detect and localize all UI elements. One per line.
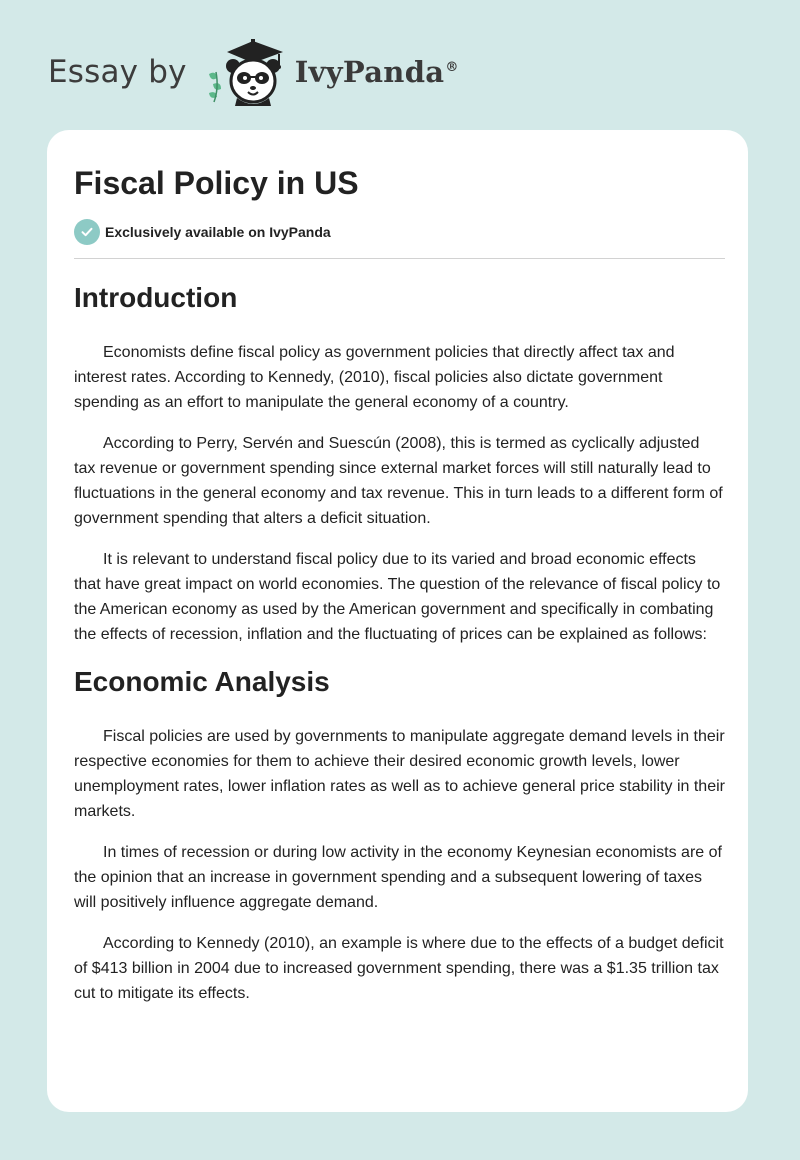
paragraph: Fiscal policies are used by governments to manipulate aggregate demand levels in their respective economies for them to achieve their desired economic growth levels, lower unemployment rates, lower inflation rates as well as to achieve general price stability in their markets. <box>74 728 725 820</box>
brand-name: IvyPanda <box>294 55 445 89</box>
exclusive-label: Exclusively available on IvyPanda <box>105 224 331 240</box>
paragraph: Economists define fiscal policy as government policies that directly affect tax and interest rates. According to Kennedy, (2010), fiscal policies also dictate government spending as an effort to manipulate the general economy of a country. <box>74 344 675 411</box>
section-heading-introduction: Introduction <box>74 282 238 313</box>
check-icon <box>74 219 100 245</box>
paragraph: According to Perry, Servén and Suescún (2008), this is termed as cyclically adjusted tax revenue or government spending since external market forces will still naturally lead to fluctuations in the general economy and tax revenue. This in turn leads to a different form of government spending that alters a deficit situation. <box>74 435 723 527</box>
paragraph: It is relevant to understand fiscal policy due to its varied and broad economic effects that have great impact on world economies. The question of the relevance of fiscal policy to the American economy as used by the American government and specifically in combating the effects of recession, inflation and the fluctuating of prices can be explained as follows: <box>74 551 721 643</box>
page-title: Fiscal Policy in US <box>74 165 359 201</box>
section-heading-economic-analysis: Economic Analysis <box>74 666 330 697</box>
panda-graduation-cap-icon[interactable] <box>201 36 291 108</box>
ivy-leaf-icon <box>209 72 221 102</box>
divider <box>74 258 725 259</box>
paragraph: According to Kennedy (2010), an example is where due to the effects of a budget deficit of $413 billion in 2004 due to increased government spending, there was a $1.35 trillion tax cut to mitigate its effects. <box>74 935 724 1002</box>
exclusive-badge <box>74 219 725 245</box>
paragraph: In times of recession or during low activity in the economy Keynesian economists are of the opinion that an increase in government spending and a subsequent lowering of taxes will positively influence aggregate demand. <box>74 844 722 911</box>
essay-content <box>74 163 725 1006</box>
essay-by-label: Essay by <box>48 54 187 90</box>
essay-card <box>47 130 748 1112</box>
brand-wordmark[interactable] <box>295 55 459 89</box>
registered-mark: ® <box>445 60 459 76</box>
site-header <box>48 36 459 108</box>
